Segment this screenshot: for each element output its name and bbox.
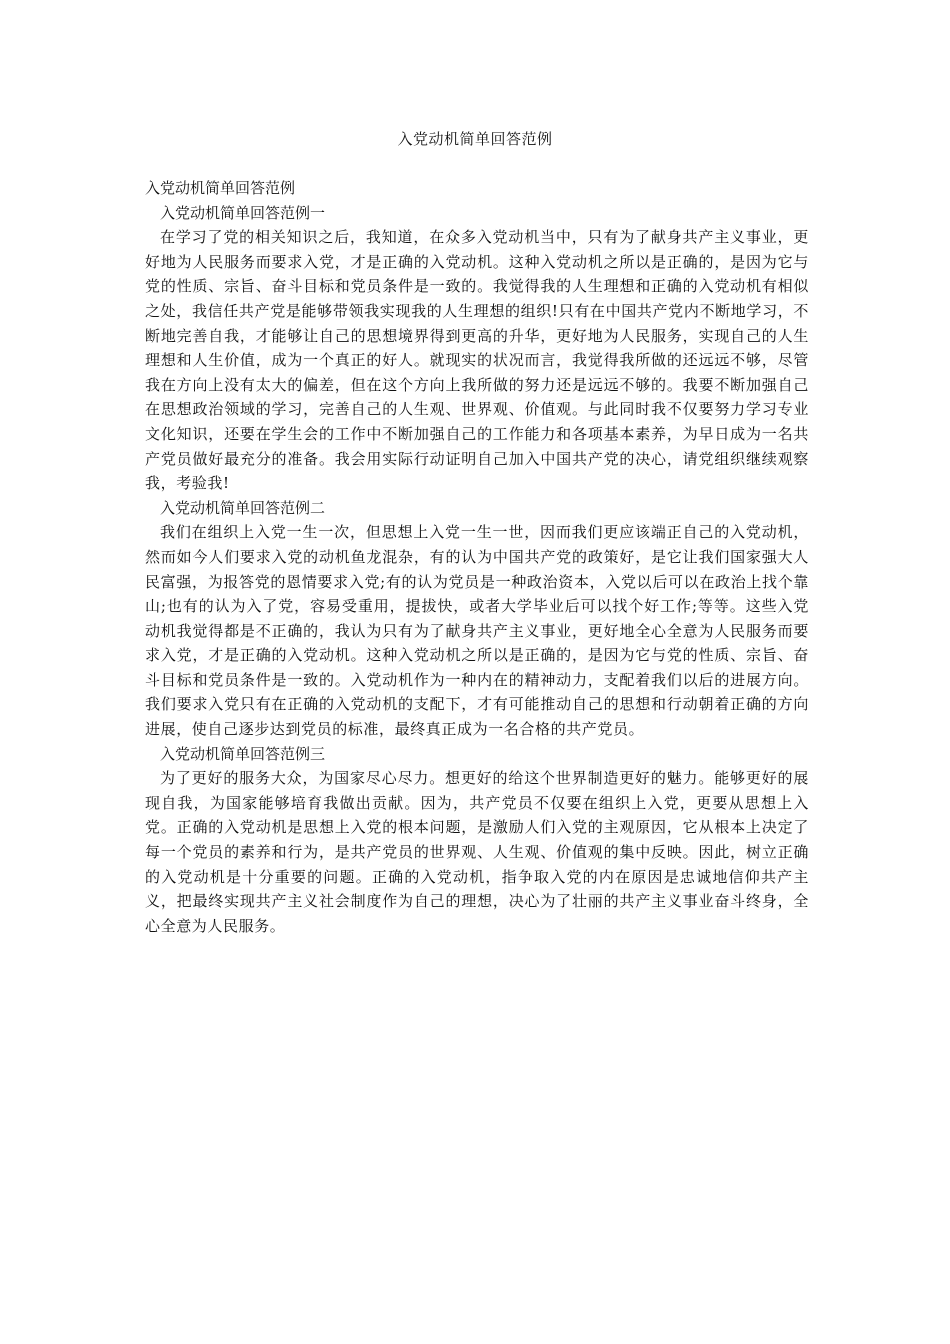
document-body: [145, 176, 809, 938]
section-heading-2: 入党动机简单回答范例二: [160, 498, 326, 517]
document-title: 入党动机简单回答范例: [397, 130, 553, 148]
section-paragraph-3: 为了更好的服务大众，为国家尽心尽力。想更好的给这个世界制造更好的魅力。能够更好的展现自我，为国家能够培育我做出贡献。因为，共产党员不仅要在组织上入党，更要从思想上入党。正确的入党动机是思想上入党的根本问题，是激励人们入党的主观原因，它从根本上决定了每一个党员的素养和行为，是共产党员的世界观、人生观、价值观的集中反映。因此，树立正确的入党动机是十分重要的问题。正确的入党动机，指争取入党的内在原因是忠诚地信仰共产主义，把最终实现共产主义社会制度作为自己的理想，决心为了壮丽的共产主义事业奋斗终身，全心全意为人民服务。: [145, 769, 809, 935]
main-heading: 入党动机简单回答范例: [145, 179, 296, 197]
section-heading-1: 入党动机简单回答范例一: [160, 203, 326, 222]
section-paragraph-1: 在学习了党的相关知识之后，我知道，在众多入党动机当中，只有为了献身共产主义事业，更好地为人民服务而要求入党，才是正确的入党动机。这种入党动机之所以是正确的，是因为它与党的性质、宗旨、奋斗目标和党员条件是一致的。我觉得我的人生理想和正确的入党动机有相似之处，我信任共产党是能够带领我实现我的人生理想的组织!只有在中国共产党内不断地学习，不断地完善自我，才能够让自己的思想境界得到更高的升华，更好地为人民服务，实现自己的人生理想和人生价值，成为一个真正的好人。就现实的状况而言，我觉得我所做的还远远不够，尽管我在方向上没有太大的偏差，但在这个方向上我所做的努力还是远远不够的。我要不断加强自己在思想政治领域的学习，完善自己的人生观、世界观、价值观。与此同时我不仅要努力学习专业文化知识，还要在学生会的工作中不断加强自己的工作能力和各项基本素养，为早日成为一名共产党员做好最充分的准备。我会用实际行动证明自己加入中国共产党的决心，请党组织继续观察我，考验我!: [145, 228, 809, 493]
section-paragraph-2: 我们在组织上入党一生一次，但思想上入党一生一世，因而我们更应该端正自己的入党动机，然而如今人们要求入党的动机鱼龙混杂，有的认为中国共产党的政策好，是它让我们国家强大人民富强，为报答党的恩情要求入党;有的认为党员是一种政治资本，入党以后可以在政治上找个靠山;也有的认为入了党，容易受重用，提拔快，或者大学毕业后可以找个好工作;等等。这些入党动机我觉得都是不正确的，我认为只有为了献身共产主义事业，更好地全心全意为人民服务而要求入党，才是正确的入党动机。这种入党动机之所以是正确的，是因为它与党的性质、宗旨、奋斗目标和党员条件是一致的。入党动机作为一种内在的精神动力，支配着我们以后的进展方向。我们要求入党只有在正确的入党动机的支配下，才有可能推动自己的思想和行动朝着正确的方向进展，使自己逐步达到党员的标准，最终真正成为一名合格的共产党员。: [145, 523, 809, 739]
section-heading-3: 入党动机简单回答范例三: [160, 744, 326, 763]
